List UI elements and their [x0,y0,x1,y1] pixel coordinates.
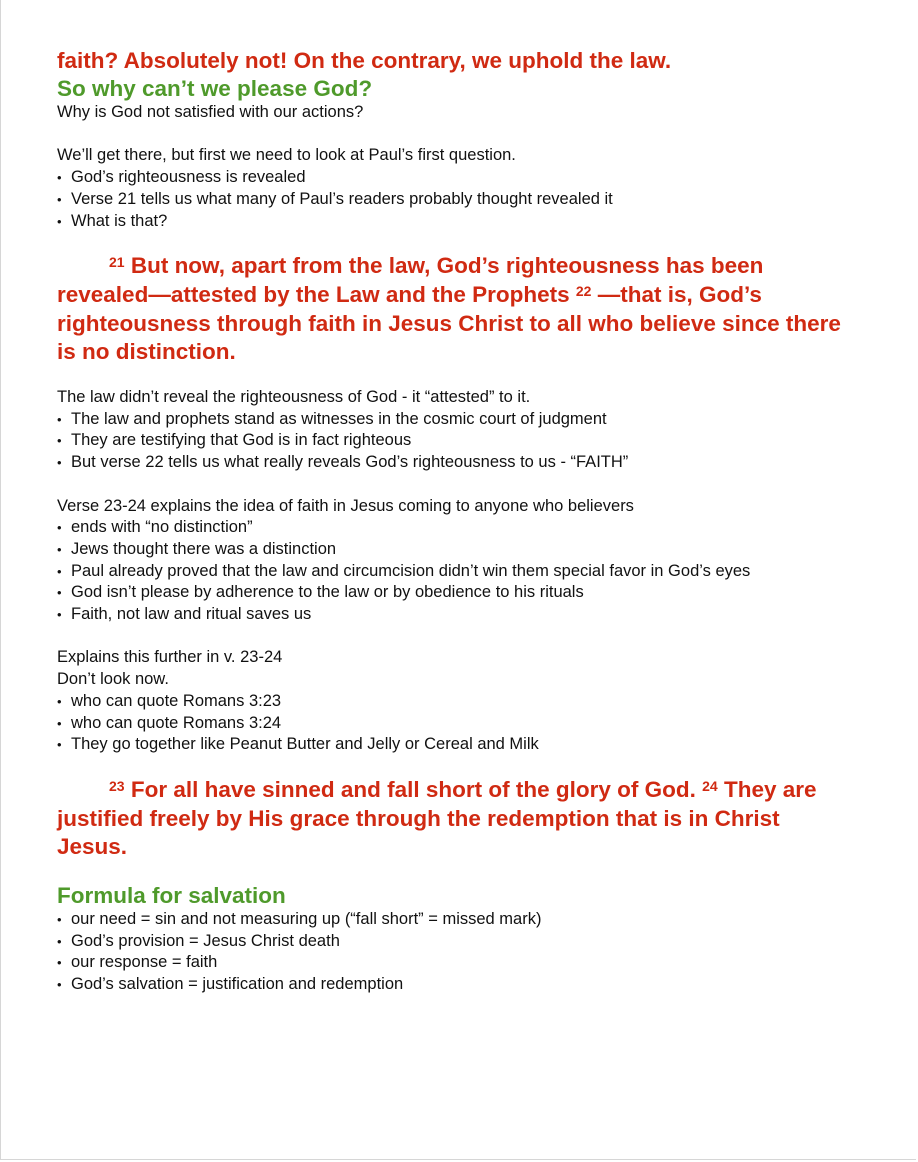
document-content [57,47,857,996]
list-item: • who can quote Romans 3:23 [57,691,857,713]
paragraph: We’ll get there, but first we need to look at Paul’s first question. [57,146,516,165]
list-item: • They go together like Peanut Butter and Jelly or Cereal and Milk [57,734,857,756]
bullet-list [57,167,857,232]
bullet-list [57,909,857,996]
scripture-quote-romans-3-23-24 [57,776,847,862]
bullet-list [57,517,857,626]
list-item: • Faith, not law and ritual saves us [57,604,857,626]
scripture-quote-romans-3-21-22 [57,252,847,367]
verse-text: —that is, God’s righteousness through faith in Jesus Christ to all who believe since there is no distinction. [57,281,841,365]
list-item: • our need = sin and not measuring up (“fall short” = missed mark) [57,909,857,931]
paragraph: The law didn’t reveal the righteousness of God - it “attested” to it. [57,388,531,407]
verse-number: 24 [702,777,718,794]
bullet-list [57,691,857,756]
verse-number: 22 [575,282,592,299]
list-item: • God’s righteousness is revealed [57,167,857,189]
verse-text: For all have sinned and fall short of the glory of God. [124,776,703,802]
list-item: • who can quote Romans 3:24 [57,713,857,735]
list-item: • The law and prophets stand as witnesses in the cosmic court of judgment [57,409,857,431]
list-item: • God’s salvation = justification and redemption [57,974,857,996]
paragraph: Don’t look now. [57,670,169,689]
section-heading-formula: Formula for salvation [57,883,286,909]
list-item: • our response = faith [57,952,857,974]
bullet-list [57,409,857,474]
section-heading-please-god: So why can’t we please God? [57,76,373,101]
paragraph: Explains this further in v. 23-24 [57,648,283,667]
verse-text: They are justified freely by His grace through the redemption that is in Christ Jesus. [57,776,817,860]
verse-number: 23 [109,777,125,794]
verse-text: But now, apart from the law, God’s righteousness has been revealed—attested by the Law and the Prophets [57,253,764,307]
list-item: • Paul already proved that the law and circumcision didn’t win them special favor in God’s eyes [57,561,857,583]
list-item: • ends with “no distinction” [57,517,857,539]
verse-number: 21 [109,254,125,271]
list-item: • God’s provision = Jesus Christ death [57,931,857,953]
list-item: • God isn’t please by adherence to the law or by obedience to his rituals [57,582,857,604]
list-item: • Jews thought there was a distinction [57,539,857,561]
list-item: • What is that? [57,211,857,233]
paragraph: Why is God not satisfied with our actions? [57,103,364,121]
scripture-continuation: faith? Absolutely not! On the contrary, we uphold the law. [57,48,672,73]
list-item: • They are testifying that God is in fact righteous [57,430,857,452]
list-item: • Verse 21 tells us what many of Paul’s readers probably thought revealed it [57,189,857,211]
list-item: • But verse 22 tells us what really reveals God’s righteousness to us - “FAITH” [57,452,857,474]
paragraph: Verse 23-24 explains the idea of faith in Jesus coming to anyone who believers [57,496,634,515]
